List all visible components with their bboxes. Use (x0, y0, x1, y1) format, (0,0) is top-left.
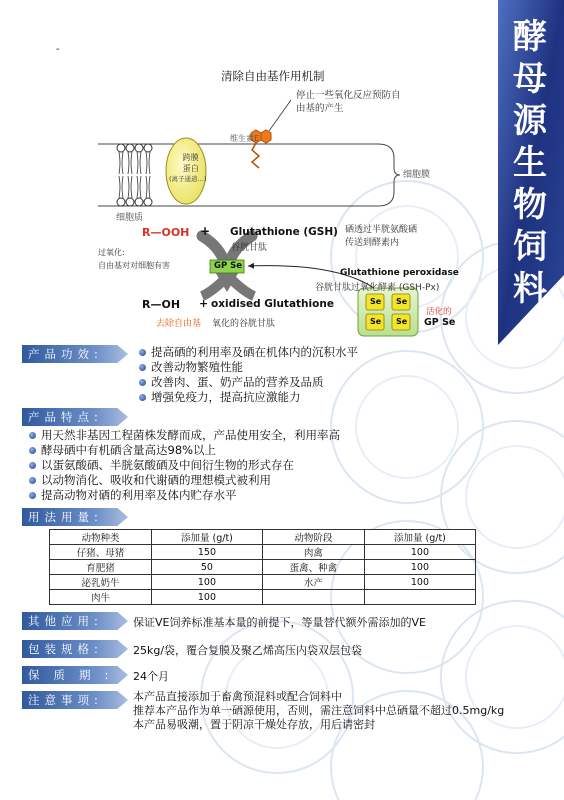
gpx-cn: 谷胱甘肽过氧化酵素 (GSH-Px) (315, 283, 440, 293)
table-row (50, 560, 476, 575)
efficacy-list (138, 345, 358, 405)
mechanism-diagram (0, 0, 564, 340)
notes-line: 推荐本产品作为单一硒源使用，否则，需注意饲料中总硒量不超过0.5mg/kg (133, 704, 505, 717)
se-cell: Se (370, 297, 382, 306)
banner-char: 生 (513, 143, 547, 183)
section-other (22, 612, 128, 630)
table-row (50, 545, 476, 560)
vitamin-e-label: 维生素E (230, 134, 260, 143)
table-cell: 水产 (262, 575, 364, 590)
notes-line: 本产品易吸潮，置于阴凉干燥处存放，用后请密封 (133, 718, 375, 731)
gpx-title: Glutathione peroxidase (340, 268, 459, 278)
table-cell: 肉禽 (262, 545, 364, 560)
peroxide-note-line: 自由基对对细胞有害 (98, 261, 170, 270)
table-cell: 100 (364, 575, 475, 590)
selenium-note-line: 硒透过半胱氨酸硒 (345, 225, 418, 235)
section-title: 产品功效: (28, 347, 103, 361)
oxidised-glutathione-label: oxidised Glutathione (211, 298, 334, 310)
banner-char: 料 (513, 269, 547, 309)
table-cell: 肉牛 (50, 590, 152, 605)
phospholipid-bilayer (117, 144, 152, 206)
protein-label-line: 蛋白 (182, 164, 199, 173)
section-title: 产品特点: (28, 410, 103, 424)
oxidised-cn-label: 氧化的谷胱甘肽 (212, 319, 276, 329)
gp-se-label: GP Se (424, 317, 456, 328)
table-cell: 蛋禽、种禽 (262, 560, 364, 575)
packing-text: 25kg/袋，覆合复膜及聚乙烯高压内袋双层包袋 (133, 644, 363, 657)
banner-char: 母 (513, 59, 547, 99)
notes-text (133, 690, 504, 732)
callout-top-line: 由基的产生 (296, 103, 344, 114)
shelf-text: 24个月 (133, 670, 169, 683)
table-row (50, 590, 476, 605)
banner-char: 酵 (513, 17, 547, 57)
diagram-title: 清除自由基作用机制 (221, 69, 325, 83)
features-list (28, 428, 340, 503)
remove-radical-label: 去除自由基 (156, 319, 202, 329)
r-ooh-label: R—OOH (142, 226, 190, 239)
table-header: 动物种类 (50, 530, 152, 545)
diagram-graphics (0, 0, 564, 340)
selenium-note-line: 传送到酵素内 (345, 238, 400, 248)
table-cell (262, 590, 364, 605)
plus-sign: + (199, 297, 209, 310)
table-cell: 100 (151, 575, 262, 590)
list-item: 以蛋氨酸硒、半胱氨酸硒及中间衍生物的形式存在 (28, 458, 340, 473)
table-cell: 100 (151, 590, 262, 605)
table-cell: 100 (364, 560, 475, 575)
table-header: 动物阶段 (262, 530, 364, 545)
section-packing (22, 640, 128, 658)
gsh-cn-label: 谷胱甘肽 (231, 243, 268, 253)
banner-char: 饲 (513, 227, 547, 267)
list-item: 改善肉、蛋、奶产品的营养及品质 (138, 375, 358, 390)
notes-line: 本产品直接添加于畜禽预混料或配合饲料中 (133, 690, 342, 703)
gp-se-box-label: GP Se (214, 261, 243, 271)
se-cell: Se (396, 297, 408, 306)
callout-top-line: 停止一些氧化反应预防自 (296, 90, 401, 101)
dosage-table (49, 529, 476, 605)
section-shelf (22, 666, 128, 684)
table-cell: 泌乳奶牛 (50, 575, 152, 590)
table-cell: 150 (151, 545, 262, 560)
banner-char: 源 (513, 101, 547, 141)
protein-label-line: 跨膜 (182, 153, 199, 162)
roh-label: R—OH (142, 298, 181, 311)
table-row (50, 575, 476, 590)
table-cell: 100 (364, 545, 475, 560)
cell-membrane-label: 细胞膜 (403, 170, 431, 180)
section-notes (22, 691, 128, 709)
selenium-note (345, 224, 417, 250)
cytoplasm-label: 细胞质 (116, 213, 144, 223)
activated-label: 活化的 (426, 307, 452, 317)
list-item: 提高硒的利用率及硒在机体内的沉积水平 (138, 345, 358, 360)
section-title: 其他应用: (28, 614, 103, 628)
table-cell: 育肥猪 (50, 560, 152, 575)
table-cell (364, 590, 475, 605)
section-efficacy (22, 345, 128, 363)
section-title: 保质期: (28, 668, 123, 682)
se-cell: Se (370, 317, 382, 326)
table-header-row (50, 530, 476, 545)
list-item: 用天然非基因工程菌株发酵而成，产品使用安全，利用率高 (28, 428, 340, 443)
table-cell: 仔猪、母猪 (50, 545, 152, 560)
peroxide-note (98, 246, 170, 272)
section-title: 用法用量: (28, 510, 103, 524)
section-title: 注意事项: (28, 693, 103, 707)
other-text: 保证VE饲养标准基本量的前提下，等量替代额外需添加的VE (133, 616, 426, 629)
section-usage (22, 508, 128, 526)
section-title: 包装规格: (28, 642, 103, 656)
corner-mark: - (56, 44, 60, 55)
table-header: 添加量 (g/t) (364, 530, 475, 545)
transmembrane-protein-label (169, 152, 207, 185)
list-item: 以动物消化、吸收和代谢硒的理想模式被利用 (28, 473, 340, 488)
banner-char: 物 (513, 185, 547, 225)
table-cell: 50 (151, 560, 262, 575)
protein-label-line: (离子通道…) (169, 175, 207, 183)
list-item: 提高动物对硒的利用率及体内贮存水平 (28, 488, 340, 503)
list-item: 改善动物繁殖性能 (138, 360, 358, 375)
se-cell: Se (396, 317, 408, 326)
peroxide-note-line: 过氧化: (98, 248, 125, 257)
section-features (22, 408, 128, 426)
gsh-label: Glutathione (GSH) (230, 226, 338, 238)
plus-sign: + (200, 224, 211, 238)
list-item: 增强免疫力，提高抗应激能力 (138, 390, 358, 405)
table-header: 添加量 (g/t) (151, 530, 262, 545)
callout-top (296, 89, 401, 115)
list-item: 酵母硒中有机硒含量高达98%以上 (28, 443, 340, 458)
